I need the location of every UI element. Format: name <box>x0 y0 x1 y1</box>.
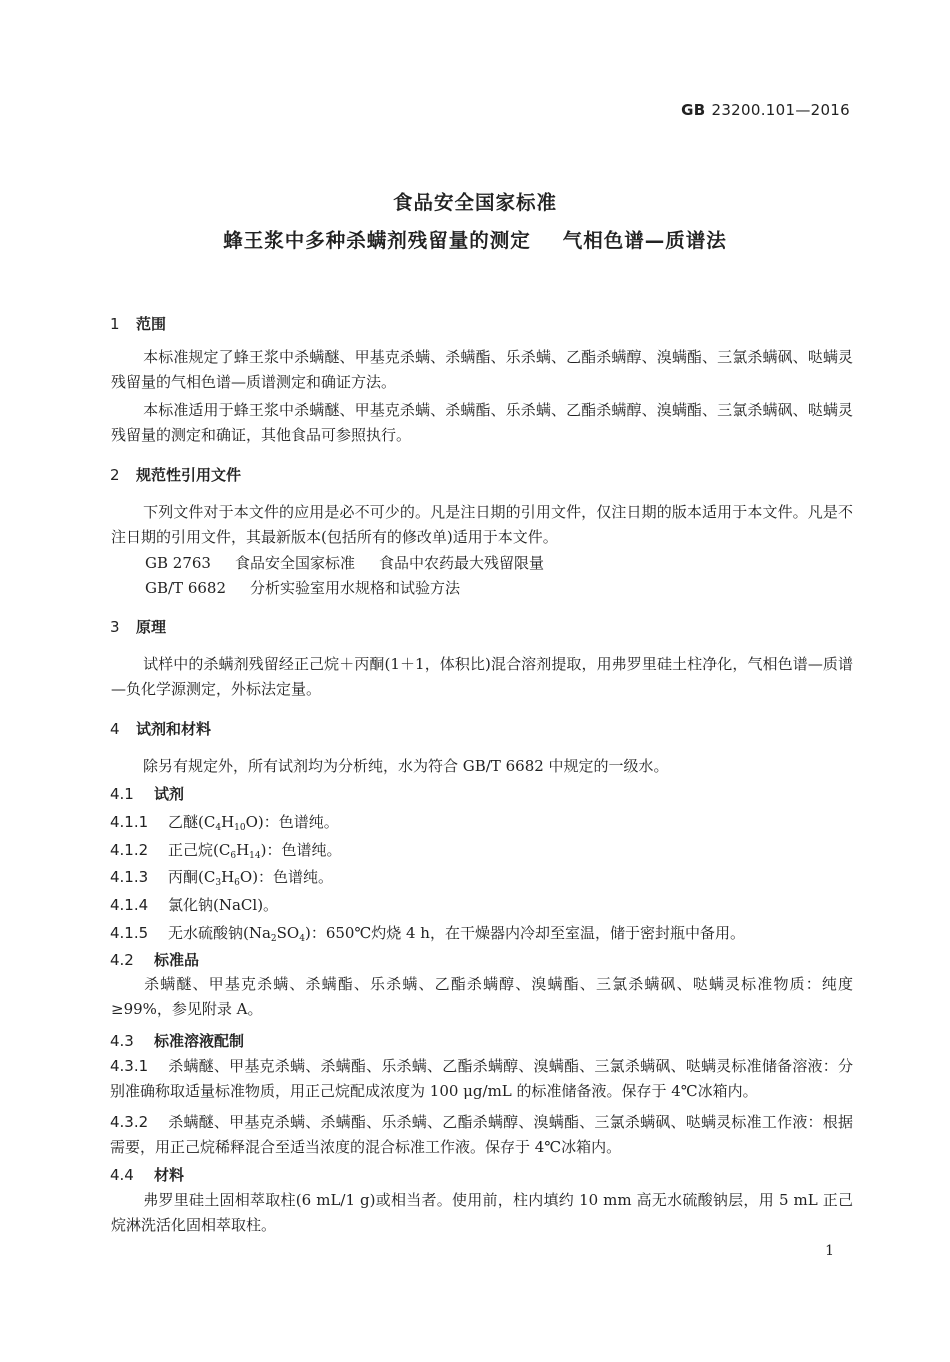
paragraph: 除另有规定外，所有试剂均为分析纯，水为符合 GB/T 6682 中规定的一级水。 <box>143 757 669 775</box>
item-4-1-1: 4.1.1 乙醚$(C_4H_{10}O)$：色谱纯。 <box>110 813 339 833</box>
paragraph: 弗罗里硅土固相萃取柱(6 mL/1 g)或相当者。使用前，柱内填约 10 mm 高无水硫酸钠层，用 5 mL 正己烷淋洗活化固相萃取柱。 <box>111 1191 853 1234</box>
item-4-3-1: 4.3.1 杀螨醚、甲基克杀螨、杀螨酯、乐杀螨、乙酯杀螨醇、溴螨酯、三氯杀螨砜、哒螨灵标准储备溶液：分别准确称取适量标准物质，用正己烷配成浓度为 100 μg/mL 的标准储备液。保存于 4℃冰箱内。 <box>110 1057 853 1100</box>
section-heading-1: 1 范围 <box>110 315 167 333</box>
page-number: 1 <box>825 1243 834 1259</box>
item-4-1-3: 4.1.3 丙酮$(C_3H_6O)$：色谱纯。 <box>110 868 334 888</box>
item-4-1-5: 4.1.5 无水硫酸钠$(Na_2SO_4)$：650℃灼烧 4 h，在干燥器内冷却至室温，储于密封瓶中备用。 <box>110 924 745 944</box>
subsection-heading-4-1: 4.1 试剂 <box>110 785 185 803</box>
normative-reference: GB/T 6682 分析实验室用水规格和试验方法 <box>145 579 461 597</box>
item-4-3-2: 4.3.2 杀螨醚、甲基克杀螨、杀螨酯、乐杀螨、乙酯杀螨醇、溴螨酯、三氯杀螨砜、哒螨灵标准工作液：根据需要，用正己烷稀释混合至适当浓度的混合标准工作液。保存于 4℃冰箱内。 <box>110 1113 853 1156</box>
item-4-1-2: 4.1.2 正己烷$(C_6H_{14})$：色谱纯。 <box>110 841 342 861</box>
paragraph: 试样中的杀螨剂残留经正己烷＋丙酮(1＋1，体积比)混合溶剂提取，用弗罗里硅土柱净化，气相色谱—质谱—负化学源测定，外标法定量。 <box>111 655 853 698</box>
normative-reference: GB 2763 食品安全国家标准 食品中农药最大残留限量 <box>145 554 544 572</box>
subsection-heading-4-4: 4.4 材料 <box>110 1166 185 1184</box>
paragraph: 杀螨醚、甲基克杀螨、杀螨酯、乐杀螨、乙酯杀螨醇、溴螨酯、三氯杀螨砜、哒螨灵标准物质：纯度≥99%，参见附录 A。 <box>111 975 853 1018</box>
section-heading-3: 3 原理 <box>110 618 167 636</box>
paragraph: 本标准适用于蜂王浆中杀螨醚、甲基克杀螨、杀螨酯、乐杀螨、乙酯杀螨醇、溴螨酯、三氯杀螨砜、哒螨灵残留量的测定和确证，其他食品可参照执行。 <box>111 401 853 444</box>
paragraph: 下列文件对于本文件的应用是必不可少的。凡是注日期的引用文件，仅注日期的版本适用于本文件。凡是不注日期的引用文件，其最新版本(包括所有的修改单)适用于本文件。 <box>111 503 853 546</box>
section-heading-2: 2 规范性引用文件 <box>110 466 242 484</box>
standard-code: GB 23200.101—2016 <box>681 101 850 119</box>
title-line-1: 食品安全国家标准 <box>392 191 557 214</box>
title-line-2: 蜂王浆中多种杀螨剂残留量的测定 气相色谱—质谱法 <box>223 229 727 252</box>
subsection-heading-4-2: 4.2 标准品 <box>110 951 200 969</box>
item-4-1-4: 4.1.4 氯化钠(NaCl)。 <box>110 896 279 914</box>
section-heading-4: 4 试剂和材料 <box>110 720 212 738</box>
subsection-heading-4-3: 4.3 标准溶液配制 <box>110 1032 245 1050</box>
paragraph: 本标准规定了蜂王浆中杀螨醚、甲基克杀螨、杀螨酯、乐杀螨、乙酯杀螨醇、溴螨酯、三氯杀螨砜、哒螨灵残留量的气相色谱—质谱测定和确证方法。 <box>111 348 853 391</box>
